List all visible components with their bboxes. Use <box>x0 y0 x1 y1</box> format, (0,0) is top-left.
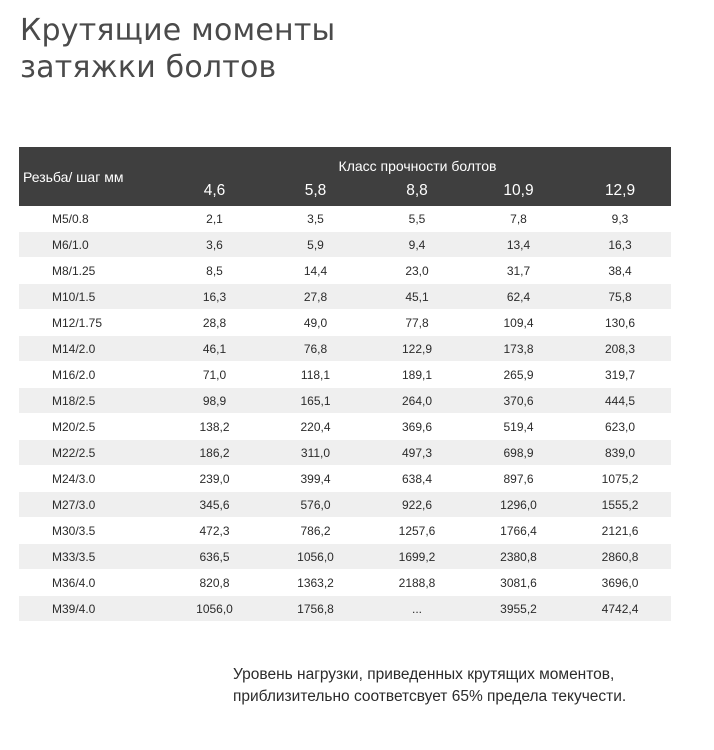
table-row <box>19 258 671 284</box>
torque-value-cell: 165,1 <box>265 388 366 414</box>
torque-value-cell: 1699,2 <box>366 544 468 570</box>
thread-size-cell: M33/3.5 <box>19 544 164 570</box>
thread-size-cell: M16/2.0 <box>19 362 164 388</box>
table-row <box>19 284 671 310</box>
thread-size-cell: M22/2.5 <box>19 440 164 466</box>
torque-value-cell: 345,6 <box>164 492 265 518</box>
torque-value-cell: 369,6 <box>366 414 468 440</box>
torque-value-cell: 1766,4 <box>468 518 569 544</box>
page-title <box>20 12 335 86</box>
torque-value-cell: 49,0 <box>265 310 366 336</box>
thread-size-cell: M20/2.5 <box>19 414 164 440</box>
strength-class-header: 10,9 <box>468 175 569 206</box>
page-title-line-2: затяжки болтов <box>20 50 277 85</box>
torque-value-cell: 28,8 <box>164 310 265 336</box>
torque-value-cell: 311,0 <box>265 440 366 466</box>
thread-size-cell: M5/0.8 <box>19 206 164 232</box>
thread-size-cell: M8/1.25 <box>19 258 164 284</box>
strength-class-header: 12,9 <box>569 175 671 206</box>
torque-value-cell: 444,5 <box>569 388 671 414</box>
torque-value-cell: 2,1 <box>164 206 265 232</box>
torque-value-cell: 3,5 <box>265 206 366 232</box>
torque-value-cell: 698,9 <box>468 440 569 466</box>
table-body <box>19 206 671 622</box>
torque-value-cell: 31,7 <box>468 258 569 284</box>
table-row <box>19 388 671 414</box>
torque-value-cell: 265,9 <box>468 362 569 388</box>
torque-value-cell: 1555,2 <box>569 492 671 518</box>
table-row <box>19 518 671 544</box>
thread-size-cell: M30/3.5 <box>19 518 164 544</box>
table-header <box>19 147 671 206</box>
torque-value-cell: 1756,8 <box>265 596 366 622</box>
torque-value-cell: 897,6 <box>468 466 569 492</box>
torque-value-cell: 3,6 <box>164 232 265 258</box>
torque-value-cell: 220,4 <box>265 414 366 440</box>
torque-value-cell: 519,4 <box>468 414 569 440</box>
thread-size-cell: M24/3.0 <box>19 466 164 492</box>
torque-value-cell: 820,8 <box>164 570 265 596</box>
torque-value-cell: 2188,8 <box>366 570 468 596</box>
torque-value-cell: 46,1 <box>164 336 265 362</box>
footnote <box>233 664 626 708</box>
torque-value-cell: 23,0 <box>366 258 468 284</box>
torque-value-cell: 4742,4 <box>569 596 671 622</box>
thread-size-cell: M14/2.0 <box>19 336 164 362</box>
table-row <box>19 596 671 622</box>
thread-size-cell: M18/2.5 <box>19 388 164 414</box>
torque-value-cell: 5,5 <box>366 206 468 232</box>
torque-value-cell: 173,8 <box>468 336 569 362</box>
table-row <box>19 206 671 232</box>
torque-value-cell: 319,7 <box>569 362 671 388</box>
torque-value-cell: 370,6 <box>468 388 569 414</box>
torque-value-cell: 1363,2 <box>265 570 366 596</box>
torque-value-cell: 76,8 <box>265 336 366 362</box>
torque-value-cell: 16,3 <box>569 232 671 258</box>
thread-size-cell: M6/1.0 <box>19 232 164 258</box>
table-row <box>19 362 671 388</box>
torque-value-cell: 264,0 <box>366 388 468 414</box>
table-row <box>19 570 671 596</box>
torque-value-cell: 9,3 <box>569 206 671 232</box>
thread-size-cell: M12/1.75 <box>19 310 164 336</box>
torque-value-cell: 8,5 <box>164 258 265 284</box>
torque-table <box>19 147 671 622</box>
table-row <box>19 544 671 570</box>
torque-value-cell: 239,0 <box>164 466 265 492</box>
thread-size-cell: M27/3.0 <box>19 492 164 518</box>
page-title-line-1: Крутящие моменты <box>20 13 336 48</box>
torque-value-cell: 45,1 <box>366 284 468 310</box>
strength-class-header: 8,8 <box>366 175 468 206</box>
torque-value-cell: 27,8 <box>265 284 366 310</box>
torque-value-cell: 3081,6 <box>468 570 569 596</box>
torque-value-cell: 922,6 <box>366 492 468 518</box>
torque-value-cell: 399,4 <box>265 466 366 492</box>
strength-class-header: 4,6 <box>164 175 265 206</box>
torque-value-cell: 118,1 <box>265 362 366 388</box>
torque-value-cell: 3955,2 <box>468 596 569 622</box>
footnote-line-1: Уровень нагрузки, приведенных крутящих моментов, <box>233 666 615 683</box>
torque-value-cell: ... <box>366 596 468 622</box>
torque-value-cell: 130,6 <box>569 310 671 336</box>
thread-column-header: Резьба/ шаг мм <box>19 147 164 206</box>
torque-value-cell: 38,4 <box>569 258 671 284</box>
torque-value-cell: 1257,6 <box>366 518 468 544</box>
strength-class-group-header: Класс прочности болтов <box>164 147 671 175</box>
torque-value-cell: 14,4 <box>265 258 366 284</box>
torque-value-cell: 186,2 <box>164 440 265 466</box>
torque-value-cell: 1056,0 <box>265 544 366 570</box>
table-row <box>19 440 671 466</box>
thread-size-cell: M39/4.0 <box>19 596 164 622</box>
table-row <box>19 336 671 362</box>
torque-value-cell: 1296,0 <box>468 492 569 518</box>
torque-value-cell: 638,4 <box>366 466 468 492</box>
strength-class-header: 5,8 <box>265 175 366 206</box>
torque-value-cell: 98,9 <box>164 388 265 414</box>
torque-value-cell: 2380,8 <box>468 544 569 570</box>
torque-value-cell: 138,2 <box>164 414 265 440</box>
torque-value-cell: 62,4 <box>468 284 569 310</box>
torque-value-cell: 77,8 <box>366 310 468 336</box>
torque-value-cell: 13,4 <box>468 232 569 258</box>
torque-value-cell: 71,0 <box>164 362 265 388</box>
table-row <box>19 310 671 336</box>
footnote-line-2: приблизительно соответсвует 65% предела текучести. <box>233 688 627 705</box>
thread-size-cell: M36/4.0 <box>19 570 164 596</box>
torque-value-cell: 189,1 <box>366 362 468 388</box>
torque-value-cell: 5,9 <box>265 232 366 258</box>
torque-value-cell: 623,0 <box>569 414 671 440</box>
torque-value-cell: 75,8 <box>569 284 671 310</box>
torque-value-cell: 16,3 <box>164 284 265 310</box>
torque-value-cell: 839,0 <box>569 440 671 466</box>
torque-value-cell: 208,3 <box>569 336 671 362</box>
torque-value-cell: 576,0 <box>265 492 366 518</box>
table-row <box>19 232 671 258</box>
torque-value-cell: 2121,6 <box>569 518 671 544</box>
torque-value-cell: 7,8 <box>468 206 569 232</box>
torque-value-cell: 1056,0 <box>164 596 265 622</box>
table-row <box>19 466 671 492</box>
torque-value-cell: 2860,8 <box>569 544 671 570</box>
torque-value-cell: 3696,0 <box>569 570 671 596</box>
torque-value-cell: 109,4 <box>468 310 569 336</box>
torque-value-cell: 122,9 <box>366 336 468 362</box>
torque-value-cell: 497,3 <box>366 440 468 466</box>
torque-value-cell: 636,5 <box>164 544 265 570</box>
torque-value-cell: 1075,2 <box>569 466 671 492</box>
torque-value-cell: 472,3 <box>164 518 265 544</box>
torque-value-cell: 786,2 <box>265 518 366 544</box>
table-row <box>19 492 671 518</box>
table-row <box>19 414 671 440</box>
thread-size-cell: M10/1.5 <box>19 284 164 310</box>
torque-value-cell: 9,4 <box>366 232 468 258</box>
